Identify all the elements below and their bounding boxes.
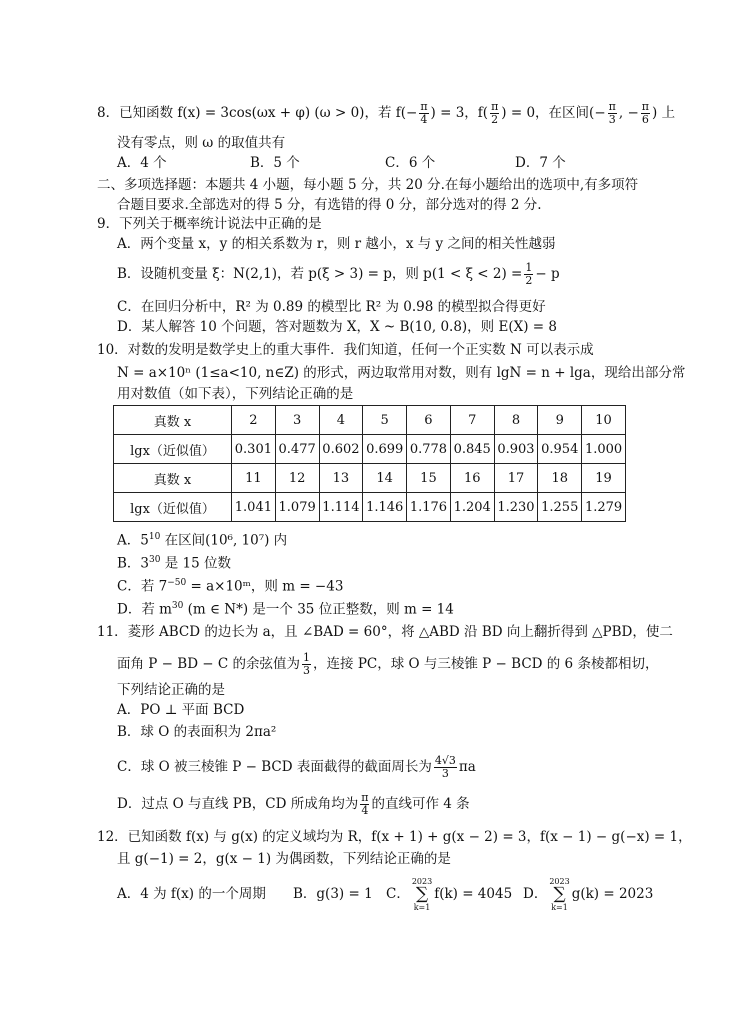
q8-option-c: C．6 个 bbox=[385, 155, 436, 171]
q8-option-d: D．7 个 bbox=[515, 155, 566, 171]
q11-line2: 面角 P − BD − C 的余弦值为 $\frac{1}{3}$ ，连接 PC，球 O 与三棱锥 P − BCD 的 6 条棱都相切， bbox=[117, 651, 659, 677]
table-cell: 7 bbox=[450, 406, 494, 435]
table-cell: 0.699 bbox=[363, 435, 407, 464]
table-header-lg: lgx（近似值） bbox=[114, 493, 232, 522]
q10-option-d: D．若 $m^{30}$ (m ∈ N*) 是一个 35 位正整数，则 m = 14 bbox=[117, 601, 454, 618]
q11-line3: 下列结论正确的是 bbox=[117, 682, 225, 698]
q11-option-b: B．球 O 的表面积为 2πa² bbox=[117, 724, 277, 740]
table-cell: 1.230 bbox=[494, 493, 538, 522]
table-cell: 18 bbox=[538, 464, 582, 493]
table-cell: 1.146 bbox=[363, 493, 407, 522]
table-cell: 13 bbox=[319, 464, 363, 493]
table-cell: 0.778 bbox=[407, 435, 451, 464]
table-cell: 2 bbox=[232, 406, 276, 435]
table-cell: 1.079 bbox=[275, 493, 319, 522]
table-cell: 1.114 bbox=[319, 493, 363, 522]
log-table bbox=[113, 405, 626, 522]
table-cell: 19 bbox=[582, 464, 626, 493]
q9-stem: 9．下列关于概率统计说法中正确的是 bbox=[97, 216, 322, 232]
table-header-x: 真数 x bbox=[114, 406, 232, 435]
q12-line1: 12．已知函数 f(x) 与 g(x) 的定义域均为 R，f(x + 1) + g(x − 2) = 3，f(x − 1) − g(−x) = 1， bbox=[97, 829, 692, 845]
table-cell: 1.176 bbox=[407, 493, 451, 522]
table-cell: 9 bbox=[538, 406, 582, 435]
table-cell: 0.903 bbox=[494, 435, 538, 464]
q10-option-c: C．若 $7^{-50}$ = a×10ᵐ，则 m = −43 bbox=[117, 578, 344, 595]
table-cell: 14 bbox=[363, 464, 407, 493]
frac-1-3: $\frac{1}{3}$ bbox=[303, 651, 311, 677]
q8-option-b: B．5 个 bbox=[250, 155, 300, 171]
table-cell: 15 bbox=[407, 464, 451, 493]
frac-4root3-3: $\frac{4√3}{3}$ bbox=[434, 754, 456, 780]
table-cell: 0.301 bbox=[232, 435, 276, 464]
frac-pi-4b: $\frac{\pi}{4}$ bbox=[361, 791, 369, 817]
q8-line1: 8．已知函数 f(x) = 3cos(ωx + φ) (ω > 0)，若 f(− $\frac{\pi}{4}$ ) = 3，f( $\frac{\pi}{2}$ ) = 0，在区间(− $\frac{\pi}{3}$ , − $\frac{\pi}{6}$ ) 上 bbox=[97, 100, 676, 126]
q11-line1: 11．菱形 ABCD 的边长为 a，且 ∠BAD = 60°，将 △ABD 沿 BD 向上翻折得到 △PBD，使二 bbox=[97, 624, 673, 640]
q12-line2: 且 g(−1) = 2，g(x − 1) 为偶函数，下列结论正确的是 bbox=[117, 851, 451, 867]
q10-line1: 10．对数的发明是数学史上的重大事件．我们知道，任何一个正实数 N 可以表示成 bbox=[97, 342, 594, 358]
summation-c: 2023 ∑ k=1 bbox=[411, 877, 433, 912]
q10-option-a: A．$5^{10}$ 在区间(10⁶, 10⁷) 内 bbox=[117, 532, 288, 549]
q10-line2: N = a×10ⁿ (1≤a<10, n∈Z) 的形式，两边取常用对数，则有 lgN = n + lga，现给出部分常 bbox=[117, 365, 686, 381]
table-cell: 1.255 bbox=[538, 493, 582, 522]
table-row bbox=[114, 435, 626, 464]
frac-1-2: $\frac{1}{2}$ bbox=[525, 261, 533, 287]
frac-pi-4: $\frac{\pi}{4}$ bbox=[420, 100, 428, 126]
table-cell: 0.477 bbox=[275, 435, 319, 464]
table-cell: 3 bbox=[275, 406, 319, 435]
table-cell: 11 bbox=[232, 464, 276, 493]
table-cell: 6 bbox=[407, 406, 451, 435]
table-cell: 1.279 bbox=[582, 493, 626, 522]
summation-d: 2023 ∑ k=1 bbox=[549, 877, 570, 912]
table-cell: 5 bbox=[363, 406, 407, 435]
q9-option-c: C．在回归分析中，R² 为 0.89 的模型比 R² 为 0.98 的模型拟合得更好 bbox=[117, 299, 546, 315]
frac-pi-6: $\frac{\pi}{6}$ bbox=[641, 100, 650, 126]
q11-option-c: C．球 O 被三棱锥 P − BCD 表面截得的截面周长为 $\frac{4√3}{3}$ πa bbox=[117, 754, 476, 780]
frac-pi-2: $\frac{\pi}{2}$ bbox=[491, 100, 499, 126]
q8-line2: 没有零点，则 ω 的取值共有 bbox=[117, 135, 286, 151]
table-header-lg: lgx（近似值） bbox=[114, 435, 232, 464]
q9-option-a: A．两个变量 x，y 的相关系数为 r，则 r 越小，x 与 y 之间的相关性越弱 bbox=[117, 236, 556, 252]
table-cell: 1.000 bbox=[582, 435, 626, 464]
table-cell: 4 bbox=[319, 406, 363, 435]
table-cell: 1.204 bbox=[450, 493, 494, 522]
table-cell: 12 bbox=[275, 464, 319, 493]
table-row bbox=[114, 493, 626, 522]
section2-line2: 合题目要求.全部选对的得 5 分，有选错的得 0 分，部分选对的得 2 分. bbox=[117, 197, 542, 213]
q12-option-a: A．4 为 f(x) 的一个周期 bbox=[117, 886, 266, 902]
table-cell: 0.602 bbox=[319, 435, 363, 464]
table-row bbox=[114, 406, 626, 435]
q10-line3: 用对数值（如下表），下列结论正确的是 bbox=[117, 386, 354, 402]
q9-option-b: B．设随机变量 ξ：N(2,1)，若 p(ξ > 3) = p，则 p(1 < ξ < 2) = $\frac{1}{2}$ − p bbox=[117, 261, 560, 287]
table-cell: 8 bbox=[494, 406, 538, 435]
q8-option-a: A．4 个 bbox=[117, 155, 167, 171]
q12-option-c: C．2023 ∑ k=1f(k) = 4045 bbox=[386, 877, 513, 912]
table-cell: 1.041 bbox=[232, 493, 276, 522]
q11-option-d: D．过点 O 与直线 PB，CD 所成角均为 $\frac{\pi}{4}$ 的直线可作 4 条 bbox=[117, 791, 470, 817]
q12-option-d: D．2023 ∑ k=1g(k) = 2023 bbox=[523, 877, 654, 912]
q11-option-a: A．PO ⊥ 平面 BCD bbox=[117, 702, 245, 718]
table-cell: 0.954 bbox=[538, 435, 582, 464]
table-cell: 16 bbox=[450, 464, 494, 493]
table-cell: 0.845 bbox=[450, 435, 494, 464]
q12-option-b: B．g(3) = 1 bbox=[293, 886, 373, 902]
table-cell: 10 bbox=[582, 406, 626, 435]
table-header-x: 真数 x bbox=[114, 464, 232, 493]
table-row bbox=[114, 464, 626, 493]
q9-option-d: D．某人解答 10 个问题，答对题数为 X，X ~ B(10, 0.8)，则 E(X) = 8 bbox=[117, 319, 557, 335]
section2-line1: 二、多项选择题：本题共 4 小题，每小题 5 分，共 20 分.在每小题给出的选项中,有多项符 bbox=[97, 177, 639, 193]
q10-option-b: B．$3^{30}$ 是 15 位数 bbox=[117, 555, 232, 572]
frac-pi-3: $\frac{\pi}{3}$ bbox=[608, 100, 616, 126]
table-cell: 17 bbox=[494, 464, 538, 493]
